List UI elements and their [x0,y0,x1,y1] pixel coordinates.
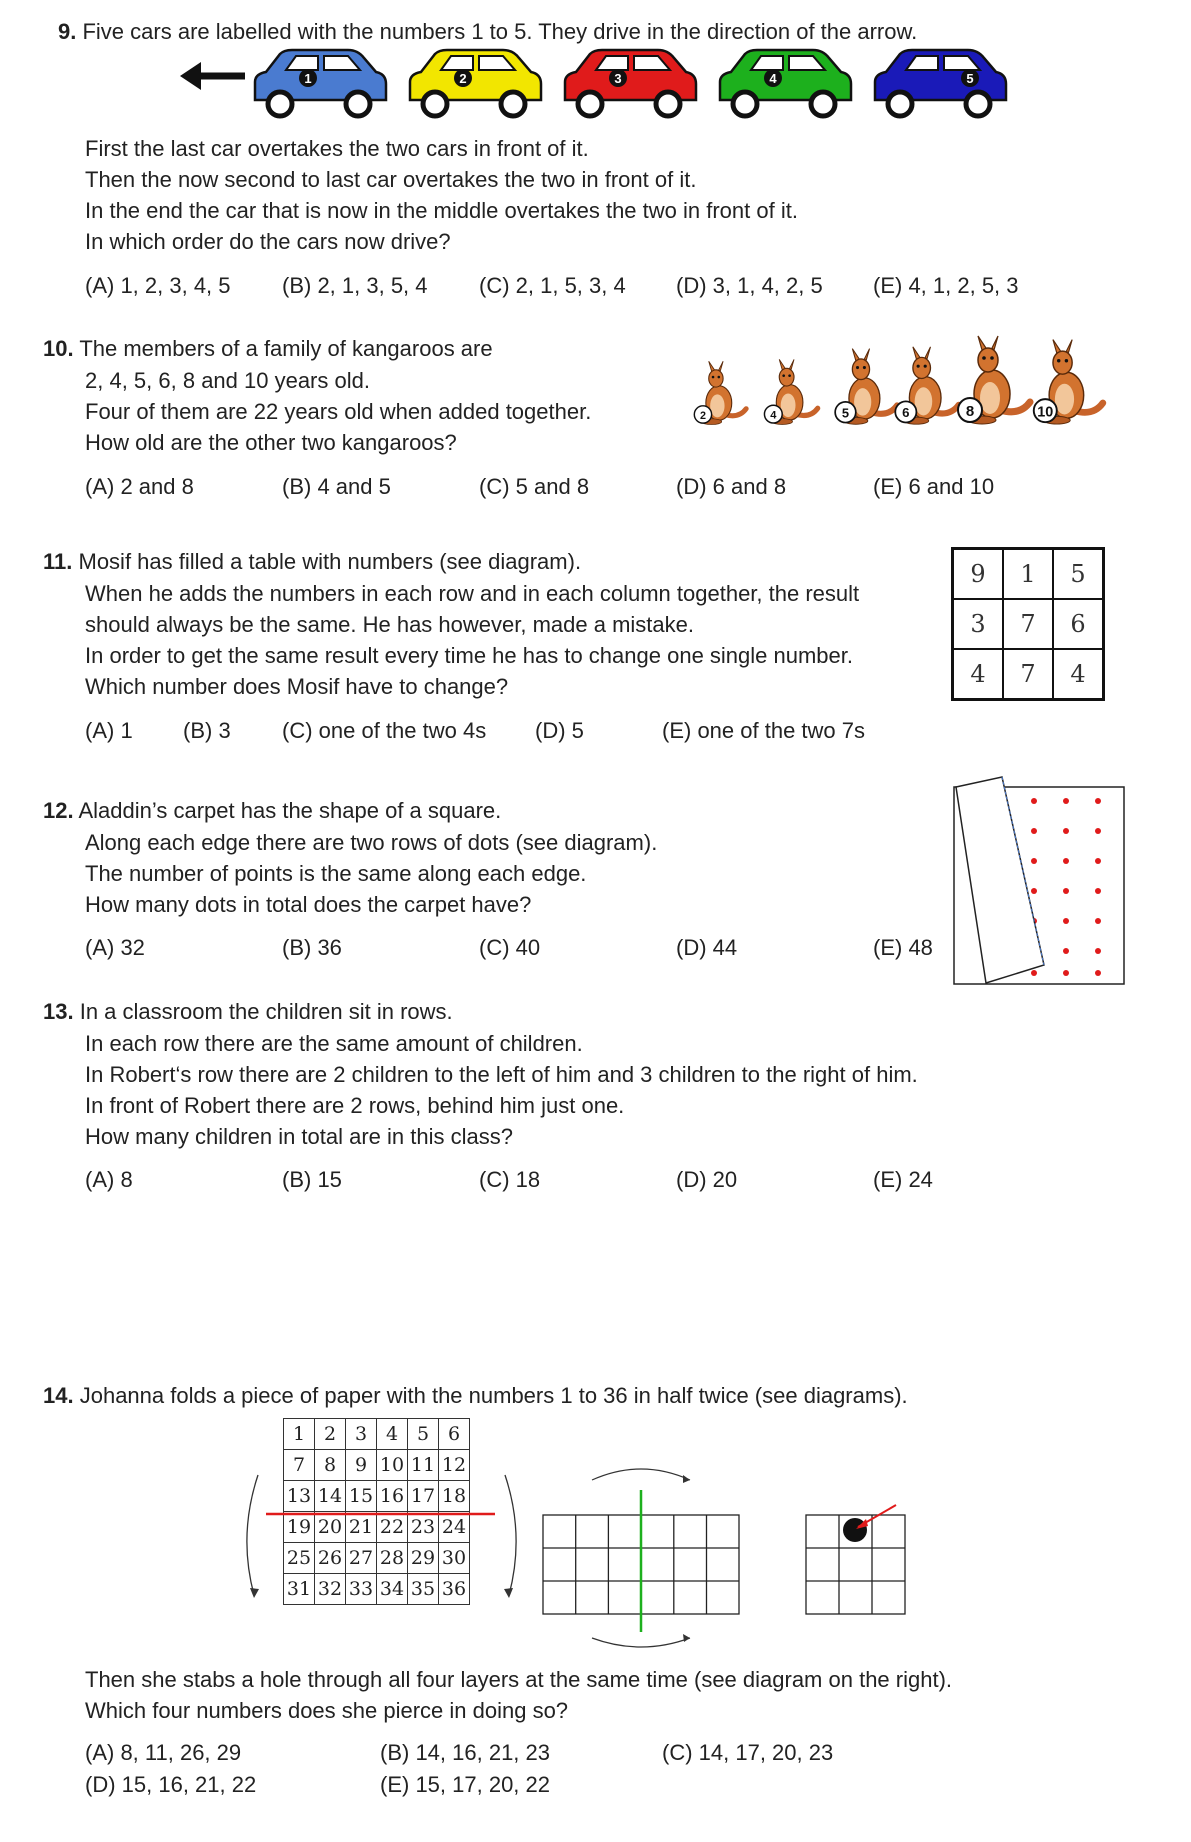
grid-cell: 16 [377,1481,408,1512]
grid-cell: 30 [439,1543,470,1574]
q13-line-3: In Robert‘s row there are 2 children to the left of him and 3 children to the right of him. [85,1062,918,1087]
car-number-label: 5 [966,71,974,86]
q12-option-d[interactable]: (D) 44 [676,935,738,960]
q9-line-4: In the end the car that is now in the middle overtakes the two in front of it. [85,198,798,223]
q10-line-2: 2, 4, 5, 6, 8 and 10 years old. [85,368,370,393]
grid-cell: 23 [408,1512,439,1543]
table-cell: 1 [1003,549,1053,600]
table-cell: 7 [1003,649,1053,700]
grid-cell: 6 [439,1419,470,1450]
q11-line-2: When he adds the numbers in each row and in each column together, the result [85,581,860,606]
grid-cell: 12 [439,1450,470,1481]
carpet-dot [1095,918,1101,924]
q12-line-2: Along each edge there are two rows of dots (see diagram). [85,830,658,855]
carpet-dot [1031,798,1037,804]
carpet-dot [1095,948,1101,954]
table-cell: 4 [953,649,1004,700]
q11-option-d[interactable]: (D) 5 [535,718,584,743]
grid-cell: 34 [377,1574,408,1605]
grid-cell: 36 [439,1574,470,1605]
table-cell: 3 [953,599,1004,649]
q11-number: 11. [43,549,73,574]
grid-cell: 25 [284,1543,315,1574]
carpet-dot [1031,858,1037,864]
carpet-dot [1095,970,1101,976]
table-cell: 4 [1053,649,1104,700]
q10-statement [43,333,493,365]
q12-line-3: The number of points is the same along each edge. [85,861,587,886]
q12-number: 12. [43,798,74,823]
grid-cell: 26 [315,1543,346,1574]
q14-option-b[interactable]: (B) 14, 16, 21, 23 [380,1740,550,1765]
kangaroo-age-label: 2 [699,409,706,422]
q11-option-c[interactable]: (C) one of the two 4s [282,718,487,743]
car-5-icon [875,50,1006,116]
carpet-dot [1063,948,1069,954]
q11-line-3: should always be the same. He has however, made a mistake. [85,612,694,637]
fold-arc-left-icon [247,1475,258,1595]
q14-line1: Johanna folds a piece of paper with the numbers 1 to 36 in half twice (see diagrams). [79,1383,908,1408]
kangaroo-4-icon [764,359,817,424]
q11-line-5: Which number does Mosif have to change? [85,674,509,699]
q13-line-4: In front of Robert there are 2 rows, behind him just one. [85,1093,625,1118]
q9-option-c[interactable]: (C) 2, 1, 5, 3, 4 [479,273,626,298]
grid-cell: 29 [408,1543,439,1574]
q12-option-e[interactable]: (E) 48 [873,935,933,960]
q12-option-c[interactable]: (C) 40 [479,935,541,960]
grid-cell: 10 [377,1450,408,1481]
fold-arc-right-icon [505,1475,516,1595]
kangaroo-age-label: 10 [1037,404,1054,421]
q14-fold-diagrams [240,1420,1000,1660]
carpet-dot [1095,858,1101,864]
kangaroo-6-icon [895,347,958,424]
q10-option-a[interactable]: (A) 2 and 8 [85,474,194,499]
q13-line-2: In each row there are the same amount of children. [85,1031,583,1056]
q13-option-a[interactable]: (A) 8 [85,1167,133,1192]
q11-option-b[interactable]: (B) 3 [183,718,231,743]
q10-option-b[interactable]: (B) 4 and 5 [282,474,391,499]
q9-option-d[interactable]: (D) 3, 1, 4, 2, 5 [676,273,823,298]
q10-line-3: Four of them are 22 years old when added together. [85,399,592,424]
q13-option-e[interactable]: (E) 24 [873,1167,933,1192]
q14-option-d[interactable]: (D) 15, 16, 21, 22 [85,1772,257,1797]
kangaroo-age-label: 6 [902,405,910,421]
grid-cell: 11 [408,1450,439,1481]
q11-line-4: In order to get the same result every time he has to change one single number. [85,643,854,668]
q14-option-e[interactable]: (E) 15, 17, 20, 22 [380,1772,550,1797]
grid-cell: 4 [377,1419,408,1450]
q14-statement [43,1380,908,1412]
q11-statement [43,546,581,578]
q14-option-a[interactable]: (A) 8, 11, 26, 29 [85,1740,242,1765]
kangaroo-age-label: 8 [965,403,975,420]
car-1-icon [255,50,386,116]
table-row [953,549,1104,600]
car-number-label: 2 [459,71,467,86]
carpet-dot [1063,970,1069,976]
grid-cell: 15 [346,1481,377,1512]
grid-cell: 9 [346,1450,377,1481]
q13-statement [43,996,453,1028]
carpet-dot [1031,970,1037,976]
q13-option-b[interactable]: (B) 15 [282,1167,342,1192]
q10-option-d[interactable]: (D) 6 and 8 [676,474,787,499]
q11-number-table [951,547,1105,701]
carpet-dot [1063,858,1069,864]
grid-cell: 31 [284,1574,315,1605]
q12-option-a[interactable]: (A) 32 [85,935,145,960]
table-row [953,599,1104,649]
fold-arc-top-icon [592,1469,690,1480]
q11-option-a[interactable]: (A) 1 [85,718,133,743]
q12-line1: Aladdin’s carpet has the shape of a square. [78,798,502,823]
grid-cell: 22 [377,1512,408,1543]
q9-option-a[interactable]: (A) 1, 2, 3, 4, 5 [85,273,231,298]
q10-option-c[interactable]: (C) 5 and 8 [479,474,590,499]
kangaroo-10-icon [1034,340,1103,424]
kangaroo-8-icon [958,336,1030,424]
car-number-label: 3 [614,71,622,86]
grid-cell: 7 [284,1450,315,1481]
carpet-dot [1063,918,1069,924]
car-number-label: 1 [304,71,312,86]
carpet-dot [1095,828,1101,834]
grid-cell: 14 [315,1481,346,1512]
car-4-icon [720,50,851,116]
q13-number: 13. [43,999,74,1024]
kangaroo-age-label: 4 [770,409,777,422]
table-row [953,649,1104,700]
carpet-dot [1063,798,1069,804]
table-cell: 6 [1053,599,1104,649]
table-cell: 9 [953,549,1004,600]
grid-cell: 17 [408,1481,439,1512]
q10-kangaroos-figure [680,330,1110,430]
car-2-icon [410,50,541,116]
q10-number: 10. [43,336,74,361]
q11-option-e[interactable]: (E) one of the two 7s [662,718,865,743]
grid-cell: 5 [408,1419,439,1450]
q9-cars-figure [175,48,1025,126]
grid-cell: 18 [439,1481,470,1512]
grid-cell: 20 [315,1512,346,1543]
q13-option-d[interactable]: (D) 20 [676,1167,738,1192]
q13-line-5: How many children in total are in this class? [85,1124,513,1149]
q10-option-e[interactable]: (E) 6 and 10 [873,474,995,499]
carpet-dot [1095,888,1101,894]
q9-line-2: First the last car overtakes the two cars in front of it. [85,136,589,161]
q9-number: 9. [58,19,77,44]
grid-cell: 24 [439,1512,470,1543]
car-number-label: 4 [769,71,777,86]
grid-cell: 27 [346,1543,377,1574]
q13-line1: In a classroom the children sit in rows. [79,999,453,1024]
q9-line1: Five cars are labelled with the numbers 1 to 5. They drive in the direction of the arrow. [82,19,918,44]
grid-cell: 28 [377,1543,408,1574]
q14-option-c[interactable]: (C) 14, 17, 20, 23 [662,1740,834,1765]
folded-twice-grid [806,1505,905,1614]
q12-carpet-figure [950,773,1130,988]
grid-cell: 19 [284,1512,315,1543]
q10-line-4: How old are the other two kangaroos? [85,430,457,455]
carpet-dot [1031,828,1037,834]
grid-cell: 33 [346,1574,377,1605]
carpet-dot [1031,888,1037,894]
q9-line-3: Then the now second to last car overtakes the two in front of it. [85,167,697,192]
q12-statement [43,795,501,827]
grid-cell: 8 [315,1450,346,1481]
grid-cell: 1 [284,1419,315,1450]
grid-cell: 35 [408,1574,439,1605]
grid-cell: 2 [315,1419,346,1450]
fold-arc-bottom-icon [592,1638,690,1647]
grid-cell: 3 [346,1419,377,1450]
q14-line-3: Which four numbers does she pierce in doing so? [85,1698,569,1723]
kangaroo-5-icon [835,349,897,425]
carpet-dot [1063,888,1069,894]
q12-line-4: How many dots in total does the carpet have? [85,892,532,917]
car-3-icon [565,50,696,116]
q14-line-2: Then she stabs a hole through all four layers at the same time (see diagram on the right). [85,1667,953,1692]
q9-option-b[interactable]: (B) 2, 1, 3, 5, 4 [282,273,428,298]
q12-option-b[interactable]: (B) 36 [282,935,342,960]
carpet-dot [1063,828,1069,834]
q9-line-5: In which order do the cars now drive? [85,229,451,254]
carpet-dot [1095,798,1101,804]
table-cell: 7 [1003,599,1053,649]
kangaroo-2-icon [694,361,746,424]
q10-line1: The members of a family of kangaroos are [79,336,493,361]
q14-number: 14. [43,1383,74,1408]
q9-statement [58,16,917,48]
grid-cell: 32 [315,1574,346,1605]
grid-cell: 13 [284,1481,315,1512]
grid-cell: 21 [346,1512,377,1543]
q11-line1: Mosif has filled a table with numbers (see diagram). [78,549,582,574]
direction-arrow-icon [180,62,245,90]
q13-option-c[interactable]: (C) 18 [479,1167,541,1192]
table-cell: 5 [1053,549,1104,600]
q9-option-e[interactable]: (E) 4, 1, 2, 5, 3 [873,273,1019,298]
kangaroo-age-label: 5 [841,405,850,421]
